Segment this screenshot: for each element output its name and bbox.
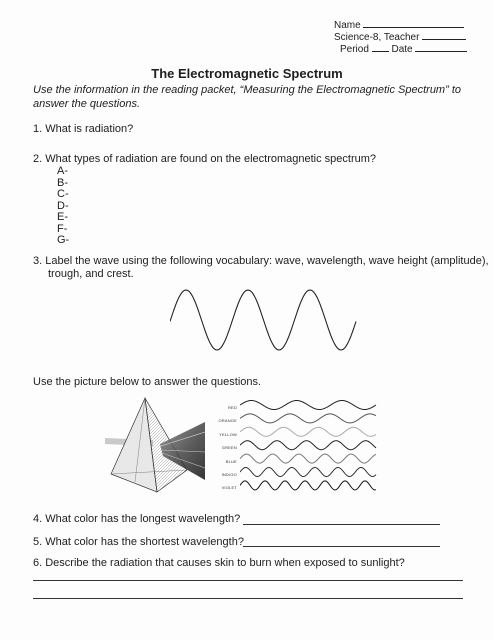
option-e: E- (57, 211, 68, 223)
teacher-blank[interactable] (422, 30, 466, 40)
question-2-options (57, 166, 69, 247)
color-labels (203, 401, 237, 495)
option-c: C- (57, 188, 69, 200)
wave-orange (240, 414, 376, 423)
period-label: Period (340, 44, 369, 55)
color-label-red: RED (227, 405, 237, 410)
name-blank[interactable] (363, 18, 464, 28)
instructions: Use the information in the reading packet, “Measuring the Electromagnetic Spectrum” to answer the questions. (33, 84, 461, 110)
wave-green (240, 441, 376, 450)
color-label-violet: VIOLET (221, 485, 237, 491)
color-label-orange: ORANGE (218, 418, 237, 424)
wave-violet (240, 481, 376, 490)
answer-line-4[interactable] (243, 524, 440, 525)
name-label: Name (334, 20, 361, 31)
date-label: Date (391, 44, 413, 55)
answer-line-6b[interactable] (33, 598, 463, 599)
date-blank[interactable] (415, 42, 467, 52)
wave-curve (170, 290, 356, 350)
option-b: B- (57, 176, 68, 189)
color-label-indigo: INDIGO (221, 471, 237, 477)
option-a: A- (57, 165, 68, 177)
color-label-yellow: YELLOW (219, 431, 237, 437)
page-title: The Electromagnetic Spectrum (151, 66, 343, 81)
question-6: 6. Describe the radiation that causes skin to burn when exposed to sunlight? (33, 557, 405, 569)
option-g: G- (57, 234, 70, 246)
question-5: 5. What color has the shortest wavelength? (33, 536, 244, 548)
picture-prompt: Use the picture below to answer the questions. (33, 376, 262, 388)
wave-red (240, 401, 376, 410)
wave-yellow (240, 427, 376, 436)
question-4: 4. What color has the longest wavelength? (33, 513, 241, 525)
prism-illustration (105, 392, 205, 500)
question-2: 2. What types of radiation are found on the electromagnetic spectrum? (33, 153, 377, 165)
answer-line-6a[interactable] (33, 580, 463, 581)
option-d: D- (57, 199, 69, 212)
period-blank[interactable] (372, 42, 389, 52)
question-3-line-2: trough, and crest. (48, 268, 134, 280)
period-date-row (340, 42, 467, 56)
wave-blue (240, 454, 376, 463)
question-3-line-1: 3. Label the wave using the following vocabulary: wave, wavelength, wave height (amplitude), (33, 255, 489, 267)
color-label-green: GREEN (221, 445, 237, 451)
option-f: F- (57, 222, 68, 235)
wave-indigo (240, 468, 376, 477)
color-label-blue: BLUE (225, 458, 237, 464)
question-1: 1. What is radiation? (33, 123, 134, 135)
wave-diagram (170, 282, 360, 354)
spectrum-waves (240, 396, 380, 496)
teacher-label: Science-8, Teacher (334, 32, 420, 43)
answer-line-5[interactable] (243, 546, 440, 547)
